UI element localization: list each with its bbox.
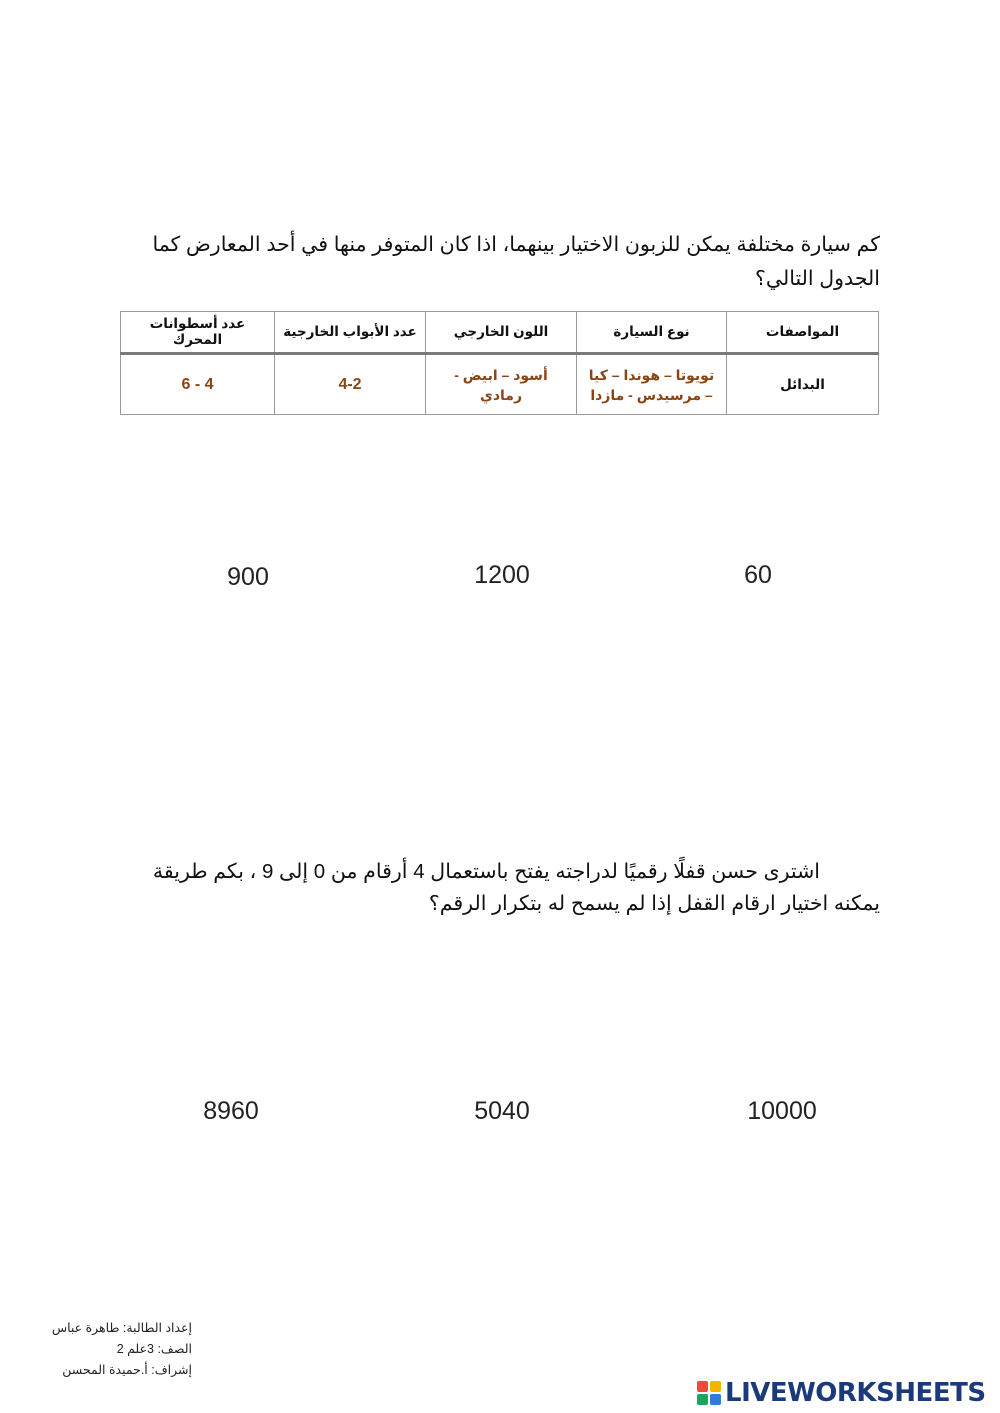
question-1-line-1: كم سيارة مختلفة يمكن للزبون الاختيار بينهما، اذا كان المتوفر منها في أحد المعارض كما	[152, 233, 880, 256]
answer-option-2-1[interactable]: 8960	[203, 1097, 259, 1125]
logo-square-blue	[710, 1394, 721, 1405]
logo-square-red	[697, 1381, 708, 1392]
cell-cylinders: 4 - 6	[121, 354, 275, 415]
footer-prepared-by: إعداد الطالبة: طاهرة عباس	[51, 1321, 192, 1335]
cell-doors: 4-2	[275, 354, 426, 415]
question-2-line-2: يمكنه اختيار ارقام القفل إذا لم يسمح له بتكرار الرقم؟	[428, 892, 880, 915]
brand-name: LIVEWORKSHEETS	[725, 1378, 986, 1408]
header-doors: عدد الأبواب الخارجية	[275, 312, 426, 354]
liveworksheets-logo-icon	[697, 1381, 721, 1405]
answer-option-2-3[interactable]: 10000	[747, 1097, 817, 1125]
answer-option-1-3[interactable]: 60	[744, 561, 772, 589]
header-cylinders: عدد أسطوانات المحرك	[121, 312, 275, 354]
logo-square-green	[697, 1394, 708, 1405]
car-specs-table	[120, 311, 879, 415]
liveworksheets-brand[interactable]	[697, 1376, 986, 1410]
answer-option-1-2[interactable]: 1200	[474, 561, 530, 589]
author-footer	[30, 1318, 192, 1381]
question-2-line-1: اشترى حسن قفلًا رقميًا لدراجته يفتح باستعمال 4 أرقام من 0 إلى 9 ، بكم طريقة	[152, 860, 820, 883]
header-exterior-color: اللون الخارجي	[426, 312, 577, 354]
answer-option-2-2[interactable]: 5040	[474, 1097, 530, 1125]
question-2-text	[118, 856, 880, 920]
footer-supervision: إشراف: أ.حميدة المحسن	[62, 1363, 192, 1377]
question-1-line-2: الجدول التالي؟	[754, 267, 880, 290]
cell-car-types: تويوتا – هوندا – كيا – مرسيدس - مازدا	[577, 354, 727, 415]
table-header-row	[121, 312, 879, 354]
question-1-text	[118, 228, 880, 296]
row-label-alternatives: البدائل	[727, 354, 879, 415]
footer-class: الصف: 3علم 2	[116, 1342, 192, 1356]
cell-colors: أسود – ابيض - رمادي	[426, 354, 577, 415]
logo-square-yellow	[710, 1381, 721, 1392]
table-row	[121, 354, 879, 415]
answer-option-1-1[interactable]: 900	[227, 563, 269, 591]
header-specs: المواصفات	[727, 312, 879, 354]
header-car-type: نوع السيارة	[577, 312, 727, 354]
